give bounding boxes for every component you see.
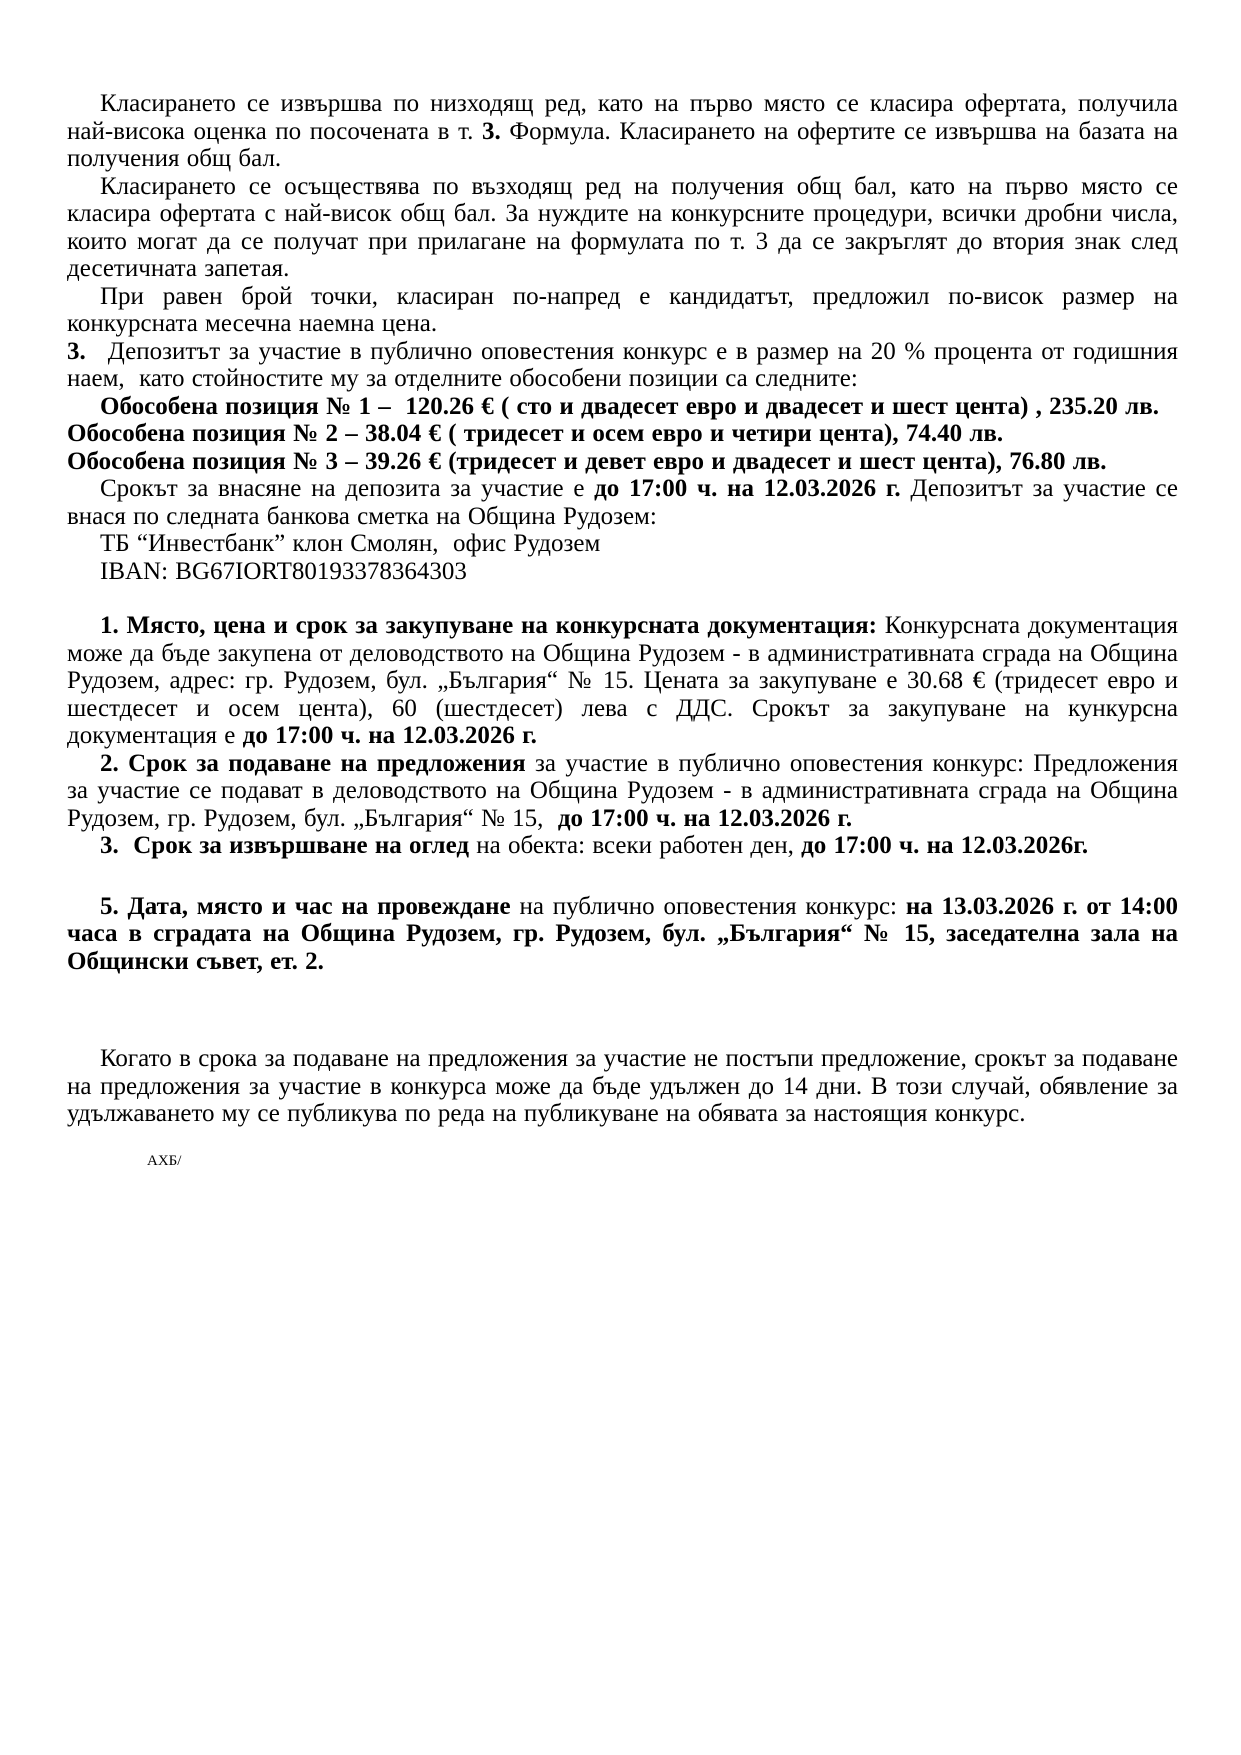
text-run: за участие в публично оповестения конкурс: Предложения за участие се подават в деловодството на Община Рудозем - в административната сграда на Община Рудозем, гр. Рудозем, бул. „България“ № 15,: [67, 749, 1179, 832]
deadline-bold: до 17:00 ч. на 12.03.2026г.: [801, 832, 1089, 859]
text-run: на обекта: всеки работен ден,: [469, 832, 802, 859]
item-number: 3.: [67, 337, 86, 365]
initials-footer: [147, 1152, 1178, 1170]
text-run: на публично оповестения конкурс:: [510, 892, 906, 920]
text-run: Депозитът за участие в публично оповестения конкурс е в размер на 20 % процента от годишния наем, като стойностите му за отделните обособени позиции са следните:: [67, 337, 1178, 392]
section-1-documentation: [67, 612, 1178, 750]
text-run-bold: Обособена позиция № 1 – 120.26 € ( сто и двадесет евро и двадесет и шест цента) , 235.20 лв.: [100, 392, 1159, 420]
text-run: Формула. Класирането на офертите се извършва на базата на получения общ бал.: [67, 117, 1179, 172]
deadline-bold: до 17:00 ч. на 12.03.2026 г.: [594, 475, 901, 502]
lot-2-line: [67, 420, 1178, 448]
text-run: При равен брой точки, класиран по-напред е кандидатът, предложил по-висок размер на конкурсната месечна наемна цена.: [67, 282, 1178, 337]
text-run: Класирането се извършва по низходящ ред, като на първо място се класира офертата, получила най-висока оценка по посочената в т.: [67, 90, 1178, 145]
text-run-bold: 3.: [482, 117, 501, 145]
spacer: [67, 585, 1178, 612]
paragraph-tie-break: [67, 283, 1178, 338]
initials-text: АХБ/: [147, 1152, 182, 1169]
paragraph-ranking-descending: [67, 90, 1178, 173]
bank-line: [67, 530, 1178, 558]
text-run: Конкурсната документация може да бъде закупена от деловодството на Община Рудозем - в административната сграда на Община Рудозем, адрес: гр. Рудозем, бул. „България“ № 15. Цената за закупуване е 30.68 € (тридесет евро и шестдесет и осем цента), 60 (шестдесет) лева с ДДС. Срокът за закупуване на кункурсна документация е: [67, 612, 1178, 749]
text-run: Депозитът за участие се внася по следната банкова сметка на Община Рудозем:: [67, 475, 1178, 530]
extension-paragraph: [67, 1045, 1178, 1128]
text-run: Срокът за внасяне на депозита за участие е: [100, 475, 595, 502]
event-details-bold: на 13.03.2026 г. от 14:00 часа в сградата на Община Рудозем, гр. Рудозем, бул. „България“ № 15, заседателна зала на Общински съвет, ет. 2.: [67, 892, 1178, 975]
spacer: [67, 860, 1178, 893]
section-heading-bold: 5. Дата, място и час на провеждане: [100, 892, 511, 920]
section-heading-bold: 2. Срок за подаване на предложения: [100, 749, 526, 777]
lot-3-line: [67, 448, 1178, 476]
item-3-deposit: [67, 338, 1178, 393]
deadline-bold: до 17:00 ч. на 12.03.2026 г.: [242, 722, 537, 749]
deposit-deadline-paragraph: [67, 475, 1178, 530]
paragraph-ranking-ascending: [67, 173, 1178, 283]
deadline-bold: до 17:00 ч. на 12.03.2026 г.: [557, 804, 853, 832]
spacer: [67, 1128, 1178, 1152]
lot-1-line: [67, 393, 1178, 421]
text-run: ТБ “Инвестбанк” клон Смолян, офис Рудозем: [100, 530, 601, 557]
section-heading-bold: 3. Срок за извършване на оглед: [100, 832, 470, 859]
text-run: Класирането се осъществява по възходящ ред на получения общ бал, като на първо място се класира офертата с най-висок общ бал. За нуждите на конкурсните процедури, всички дробни числа, които могат да се получат при прилагане на формулата по т. 3 да се закръглят до втория знак след десетичната запетая.: [67, 172, 1178, 282]
iban-value: IBAN: BG67IORT80193378364303: [100, 557, 467, 585]
text-run: Когато в срока за подаване на предложения за участие не постъпи предложение, срокът за подаване на предложения за участие в конкурса може да бъде удължен до 14 дни. В този случай, обявление за удължаването му се публикува по реда на публикуване на обявата за настоящия конкурс.: [67, 1045, 1178, 1127]
section-5-date: [67, 893, 1178, 976]
iban-line: [67, 558, 1178, 586]
section-2-proposals: [67, 750, 1178, 833]
text-run-bold: Обособена позиция № 3 – 39.26 € (тридесет и девет евро и двадесет и шест цента), 76.80 лв.: [67, 447, 1107, 475]
spacer: [67, 975, 1178, 1045]
text-run-bold: Обособена позиция № 2 – 38.04 € ( тридесет и осем евро и четири цента), 74.40 лв.: [67, 420, 1004, 447]
section-heading-bold: 1. Място, цена и срок за закупуване на конкурсната документация:: [100, 612, 885, 639]
section-3-inspection: [67, 832, 1178, 860]
